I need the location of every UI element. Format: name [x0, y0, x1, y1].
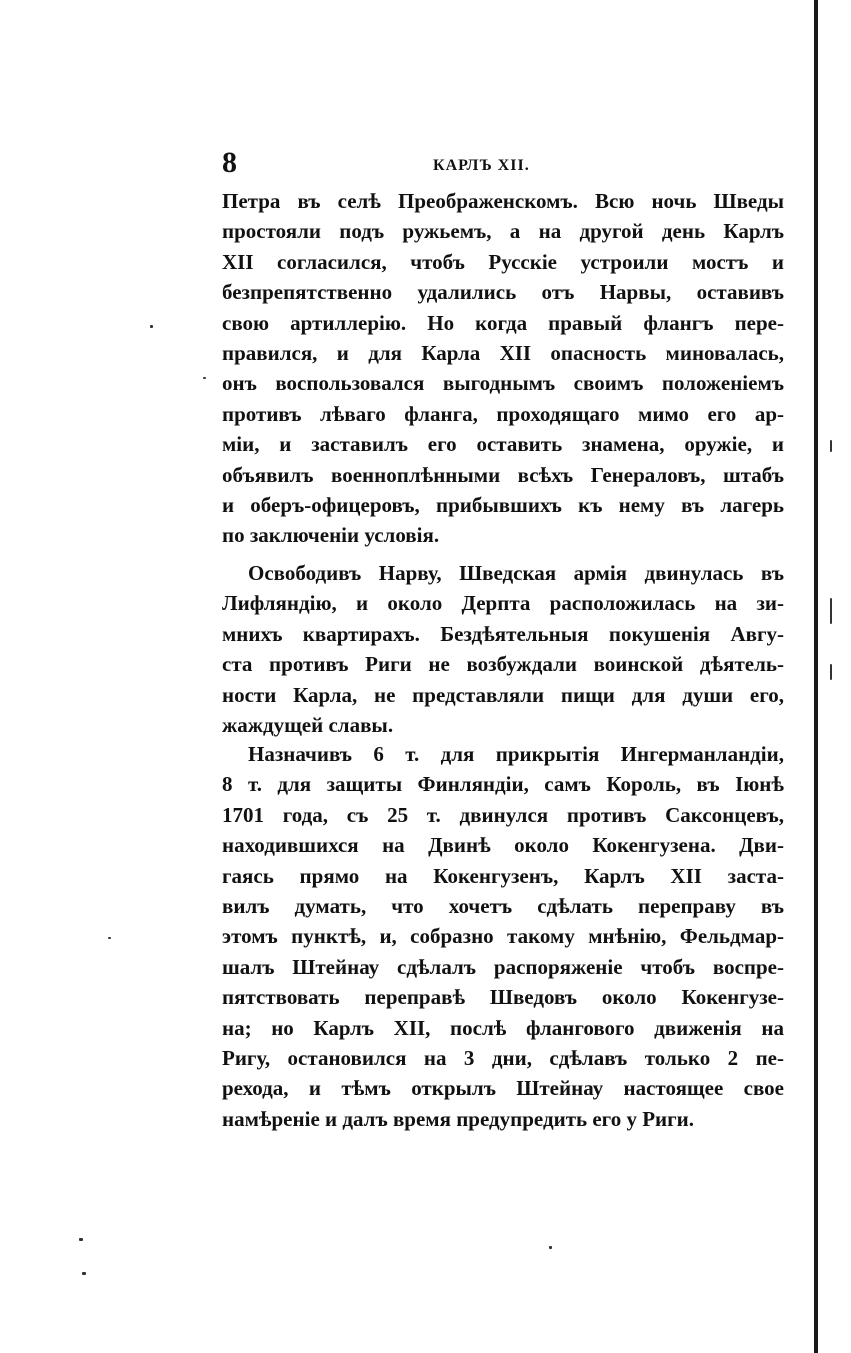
text-line: противъ лѣваго фланга, проходящаго мимо его ар-: [222, 401, 784, 426]
text-line: гаясь прямо на Кокенгузенъ, Карлъ XII заста-: [222, 863, 784, 888]
running-head-title: КАРЛЪ XII.: [433, 157, 530, 174]
scan-speck: [830, 440, 832, 452]
page-edge-line: [814, 0, 818, 1353]
paragraph-3: [222, 739, 784, 1134]
text-line: Освободивъ Нарву, Шведская армія двинулась въ: [248, 561, 784, 585]
text-line: свою артиллерію. Но когда правый флангъ пере-: [222, 310, 784, 335]
text-line: намѣреніе и далъ время предупредить его у Риги.: [222, 1106, 695, 1131]
scan-speck: [79, 1238, 83, 1241]
text-line: XII согласился, чтобъ Русскіе устроили мостъ и: [222, 249, 784, 274]
text-line: Назначивъ 6 т. для прикрытія Ингерманландіи,: [248, 742, 784, 766]
text-line: ности Карла, не представляли пищи для души его,: [222, 682, 784, 707]
text-line: объявилъ военноплѣнными всѣхъ Генераловъ, штабъ: [222, 462, 784, 487]
text-line: простояли подъ ружьемъ, а на другой день Карлъ: [222, 219, 784, 244]
scan-speck: [549, 1246, 552, 1249]
text-line: пятствовать переправѣ Шведовъ около Кокенгузе-: [222, 985, 784, 1010]
text-line: рехода, и тѣмъ открылъ Штейнау настоящее свое: [222, 1076, 784, 1101]
page-number: 8: [222, 146, 237, 179]
text-line: этомъ пунктѣ, и, собразно такому мнѣнію, Фельдмар-: [222, 924, 784, 949]
scan-speck: [830, 664, 832, 680]
text-line: міи, и заставилъ его оставить знамена, оружіе, и: [222, 432, 784, 457]
text-line: правился, и для Карла XII опасность миновалась,: [222, 340, 784, 365]
text-line: жаждущей славы.: [222, 712, 394, 737]
text-line: находившихся на Двинѣ около Кокенгузена. Дви-: [222, 833, 784, 858]
text-line: Ригу, остановился на 3 дни, сдѣлавъ только 2 пе-: [222, 1045, 784, 1070]
paragraph-2: [222, 558, 784, 740]
text-line: по заключеніи условія.: [222, 523, 440, 548]
text-line: 8 т. для защиты Финляндіи, самъ Король, въ Іюнѣ: [222, 772, 784, 797]
scan-speck: [150, 325, 153, 328]
text-line: шалъ Штейнау сдѣлалъ распоряженіе чтобъ воспре-: [222, 954, 784, 979]
scan-speck: [82, 1272, 86, 1275]
paragraph-1: [222, 186, 784, 551]
text-line: безпрепятственно удалились отъ Нарвы, оставивъ: [222, 280, 784, 305]
text-line: онъ воспользовался выгоднымъ своимъ положеніемъ: [222, 371, 784, 396]
text-line: мнихъ квартирахъ. Бездѣятельныя покушенія Авгу-: [222, 621, 784, 646]
text-line: вилъ думать, что хочетъ сдѣлать переправу въ: [222, 893, 784, 918]
scan-speck: [830, 598, 832, 624]
scan-speck: [203, 377, 206, 379]
text-line: на; но Карлъ XII, послѣ флангового движенія на: [222, 1015, 784, 1040]
scan-speck: [108, 937, 111, 939]
text-line: Петра въ селѣ Преображенскомъ. Всю ночь Шведы: [222, 189, 784, 213]
text-line: 1701 года, съ 25 т. двинулся противъ Саксонцевъ,: [222, 802, 784, 827]
text-line: и оберъ-офицеровъ, прибывшихъ къ нему въ лагерь: [222, 492, 784, 517]
text-line: ста противъ Риги не возбуждали воинской дѣятель-: [222, 652, 784, 677]
page-header: [222, 148, 784, 182]
text-line: Лифляндію, и около Дерпта расположилась на зи-: [222, 591, 784, 616]
